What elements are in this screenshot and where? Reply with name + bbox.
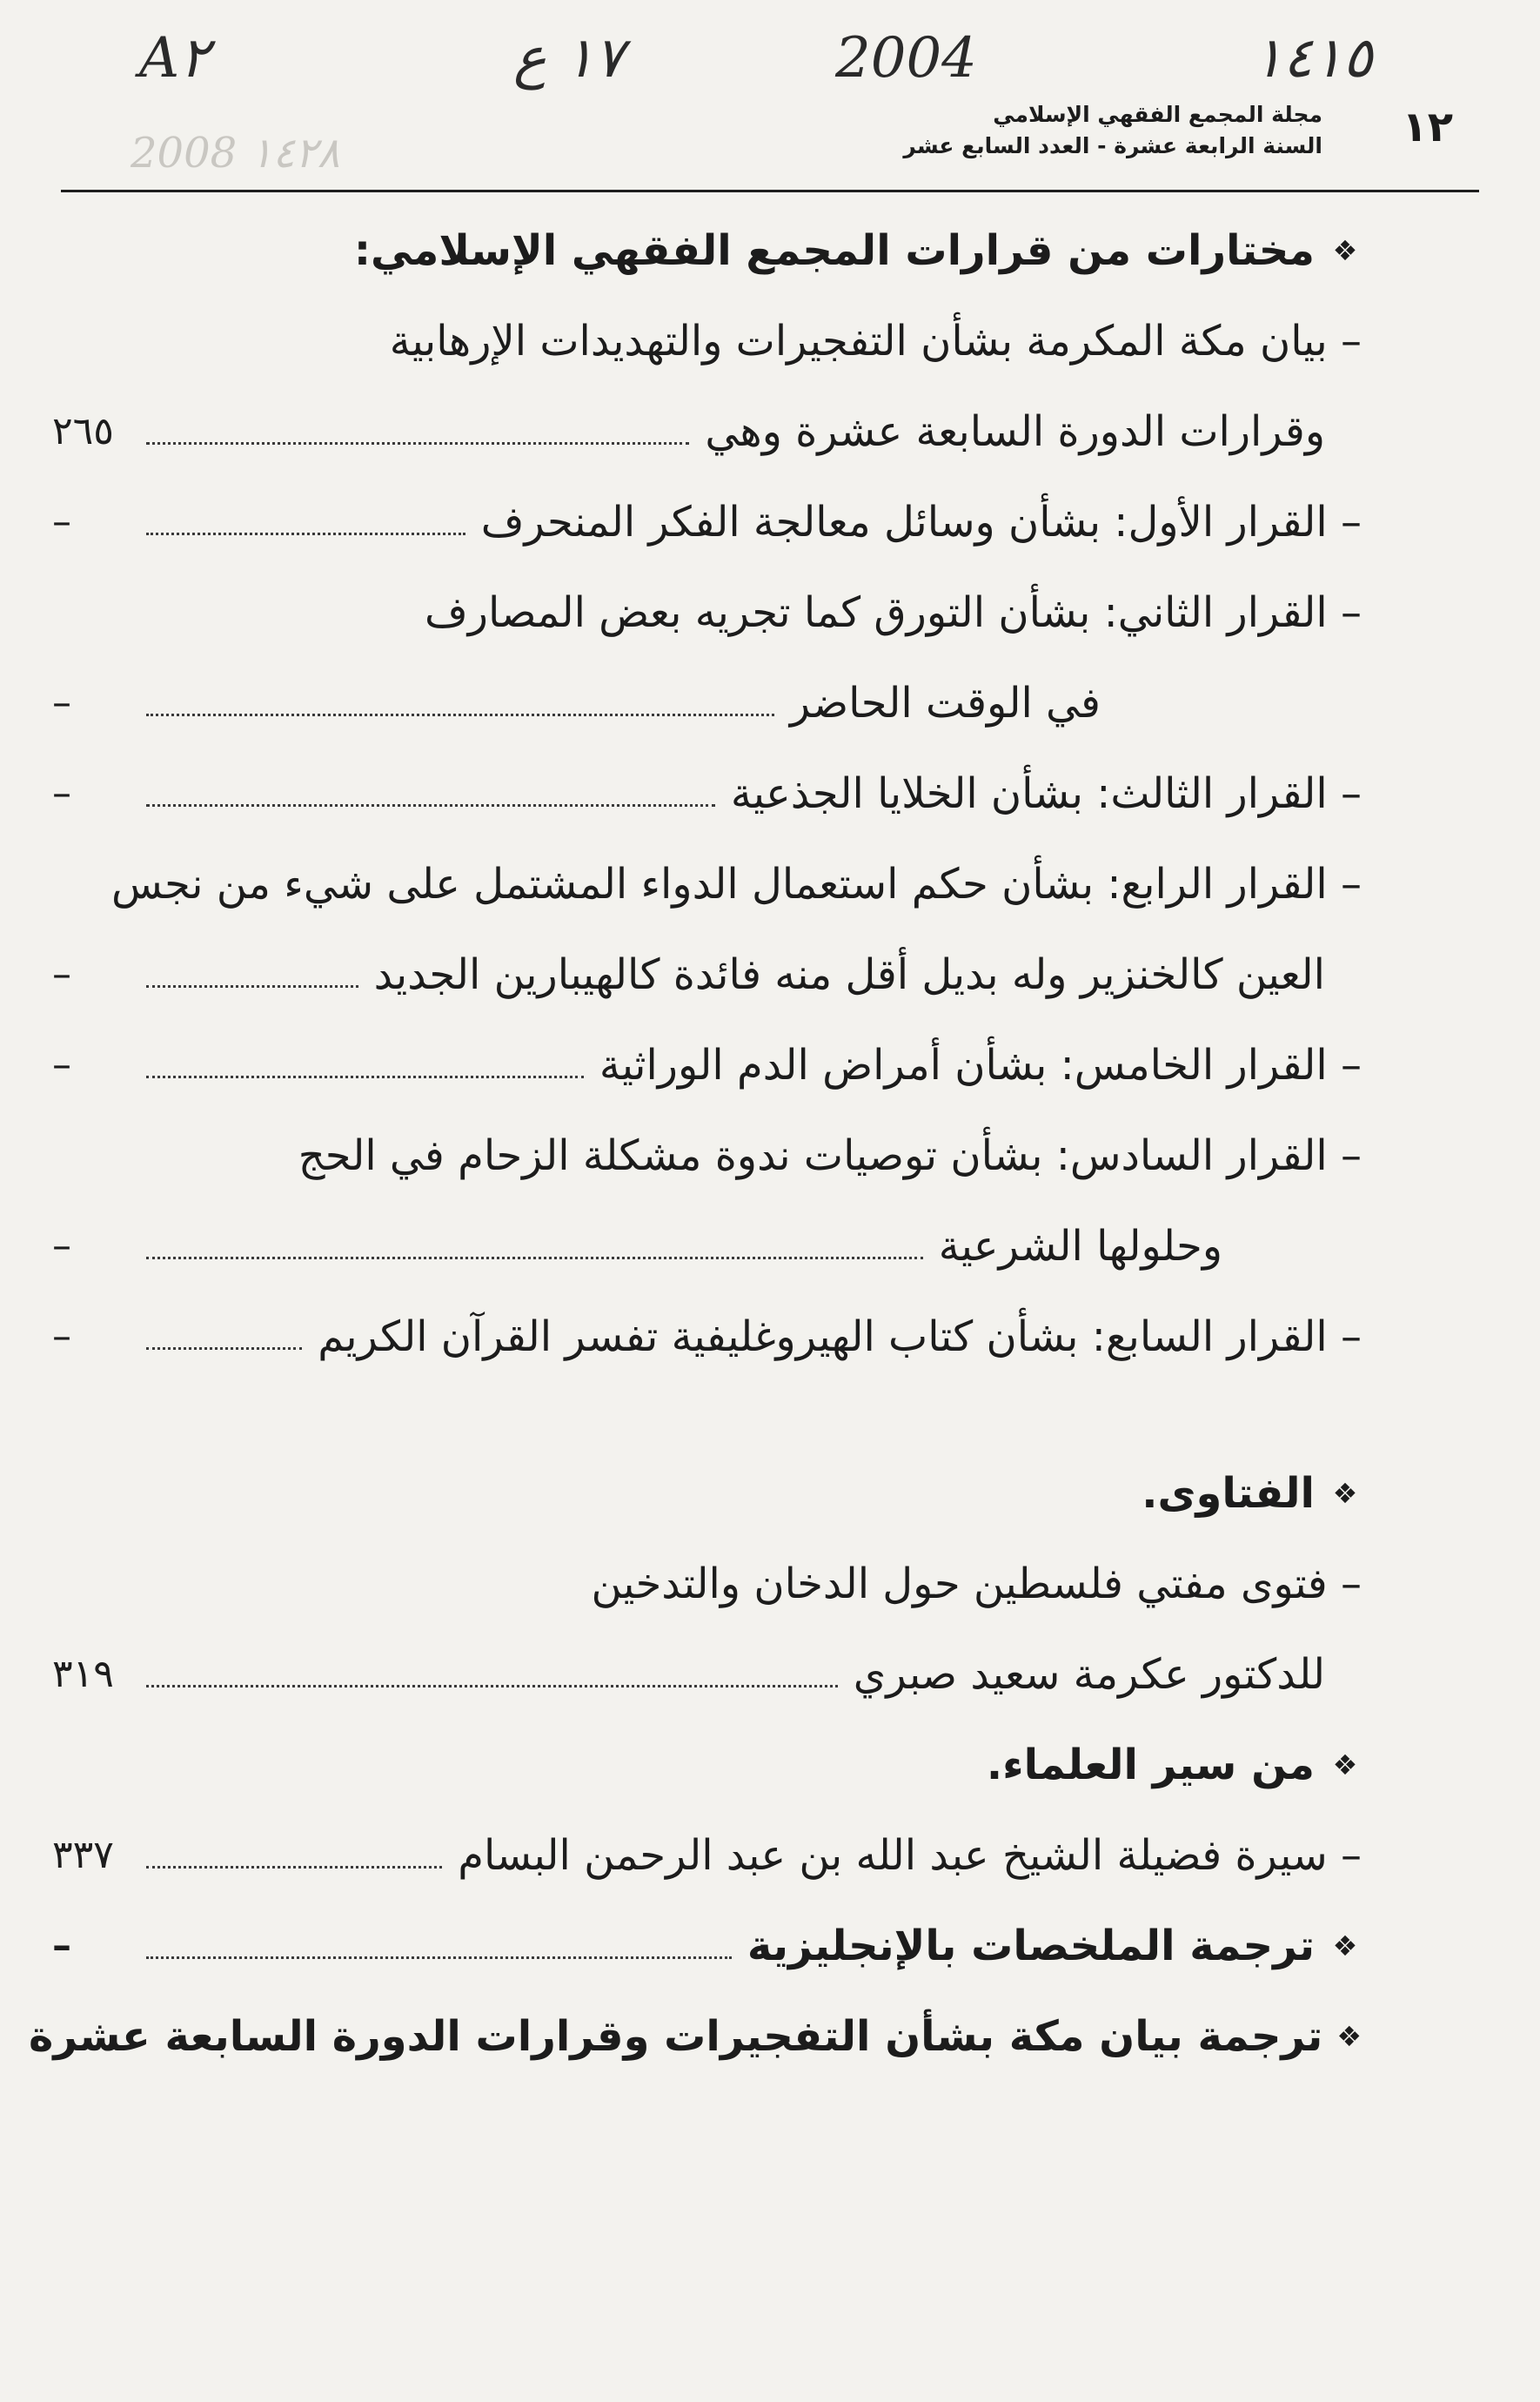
dot-leader: [146, 1257, 923, 1259]
page-ref: –: [52, 1923, 71, 1968]
diamond-bullet-icon: ❖: [1332, 1748, 1358, 1781]
toc-entry-text: في الوقت الحاضر: [789, 679, 1101, 728]
toc-entry-text: – القرار الأول: بشأن وسائل معالجة الفكر المنحرف: [480, 498, 1362, 547]
toc-line: [52, 1648, 1325, 1701]
toc-entry-text: – سيرة فضيلة الشيخ عبد الله بن عبد الرحمن البسام: [458, 1831, 1362, 1880]
page-ref: –: [52, 771, 71, 815]
toc-entry-text: وقرارات الدورة السابعة عشرة وهي: [705, 407, 1325, 456]
diamond-bullet-icon: ❖: [1336, 2020, 1362, 2053]
journal-info: [903, 99, 1322, 162]
toc-line: [52, 315, 1362, 367]
page-ref: –: [52, 1043, 71, 1087]
toc-line: [52, 406, 1325, 458]
toc-entry-text: – القرار السابع: بشأن كتاب الهيروغليفية تفسر القرآن الكريم: [318, 1312, 1362, 1361]
toc-entry-text: – القرار الرابع: بشأن حكم استعمال الدواء المشتمل على شيء من نجس: [110, 860, 1362, 909]
diamond-bullet-icon: ❖: [1332, 1929, 1358, 1963]
page-ref: –: [52, 1224, 71, 1268]
toc-line: [52, 768, 1362, 820]
issue-line: السنة الرابعة عشرة - العدد السابع عشر: [903, 133, 1322, 158]
toc-line: [52, 1311, 1362, 1363]
toc-entry-text: – فتوى مفتي فلسطين حول الدخان والتدخين: [591, 1560, 1362, 1608]
toc-line: [52, 587, 1362, 639]
dot-leader: [146, 714, 774, 716]
toc-line: [52, 1039, 1362, 1091]
page-ref: –: [52, 1314, 71, 1359]
journal-name: مجلة المجمع الفقهي الإسلامي: [993, 102, 1322, 127]
section-title: من سير العلماء.: [986, 1741, 1315, 1789]
section-title: ترجمة بيان مكة بشأن التفجيرات وقرارات الدورة السابعة عشرة: [28, 2012, 1323, 2061]
page-ref: ٣٣٧: [52, 1833, 114, 1877]
dot-leader: [146, 1866, 442, 1869]
toc-line: [52, 1130, 1362, 1182]
page-ref: ٢٦٥: [52, 409, 114, 453]
toc-line: [52, 496, 1362, 548]
toc-entry-text: – القرار الثاني: بشأن التورق كما تجريه بعض المصارف: [425, 588, 1362, 637]
page-ref: –: [52, 500, 71, 544]
toc-line: [52, 949, 1325, 1001]
handwritten-mark: A٢: [139, 26, 210, 91]
toc-entry-text: – بيان مكة المكرمة بشأن التفجيرات والتهديدات الإرهابية: [389, 317, 1362, 366]
dot-leader: [146, 1076, 584, 1078]
page-ref: –: [52, 952, 71, 996]
page-ref: –: [52, 681, 71, 725]
toc-entry-text: للدكتور عكرمة سعيد صبري: [853, 1650, 1325, 1699]
dot-leader: [146, 985, 358, 988]
dot-leader: [146, 533, 465, 535]
table-of-contents: [28, 225, 1362, 2101]
dot-leader: [146, 442, 689, 445]
toc-line: [52, 858, 1362, 910]
toc-entry-text: – القرار الثالث: بشأن الخلايا الجذعية: [730, 769, 1362, 818]
toc-entry-text: – القرار الخامس: بشأن أمراض الدم الوراثية: [599, 1041, 1362, 1090]
diamond-bullet-icon: ❖: [1332, 1477, 1358, 1510]
diamond-bullet-icon: ❖: [1332, 234, 1358, 267]
section-title: الفتاوى.: [1142, 1469, 1315, 1518]
dot-leader: [146, 804, 715, 807]
toc-section-heading: [52, 225, 1362, 277]
dot-leader: [146, 1347, 302, 1350]
toc-section-heading: [52, 1739, 1362, 1791]
page-ref: ٣١٩: [52, 1652, 114, 1696]
handwritten-mark: ١٧ ع: [513, 26, 625, 91]
page-number: ١٢: [1402, 103, 1453, 151]
section-title: ترجمة الملخصات بالإنجليزية: [747, 1922, 1315, 1970]
toc-section-heading: [28, 2010, 1362, 2063]
page-header: [61, 94, 1479, 181]
toc-section-heading: [52, 1920, 1362, 1972]
toc-line: [52, 1558, 1362, 1610]
header-rule: [61, 190, 1479, 192]
toc-line: [52, 1220, 1222, 1272]
toc-line: [52, 1829, 1362, 1882]
dot-leader: [146, 1685, 838, 1687]
toc-entry-text: – القرار السادس: بشأن توصيات ندوة مشكلة الزحام في الحج: [298, 1131, 1362, 1180]
toc-entry-text: وحلولها الشرعية: [938, 1222, 1222, 1271]
dot-leader: [146, 1956, 732, 1959]
handwritten-mark: 2004: [835, 26, 977, 91]
toc-line: [52, 677, 1101, 729]
toc-section-heading: [52, 1467, 1362, 1520]
toc-entry-text: العين كالخنزير وله بديل أقل منه فائدة كالهيبارين الجديد: [373, 950, 1325, 999]
faint-backprint: 2008 ١٤٢٨: [131, 129, 340, 178]
section-title: مختارات من قرارات المجمع الفقهي الإسلامي:: [353, 226, 1315, 275]
handwritten-mark: ١٤١٥: [1253, 26, 1373, 91]
